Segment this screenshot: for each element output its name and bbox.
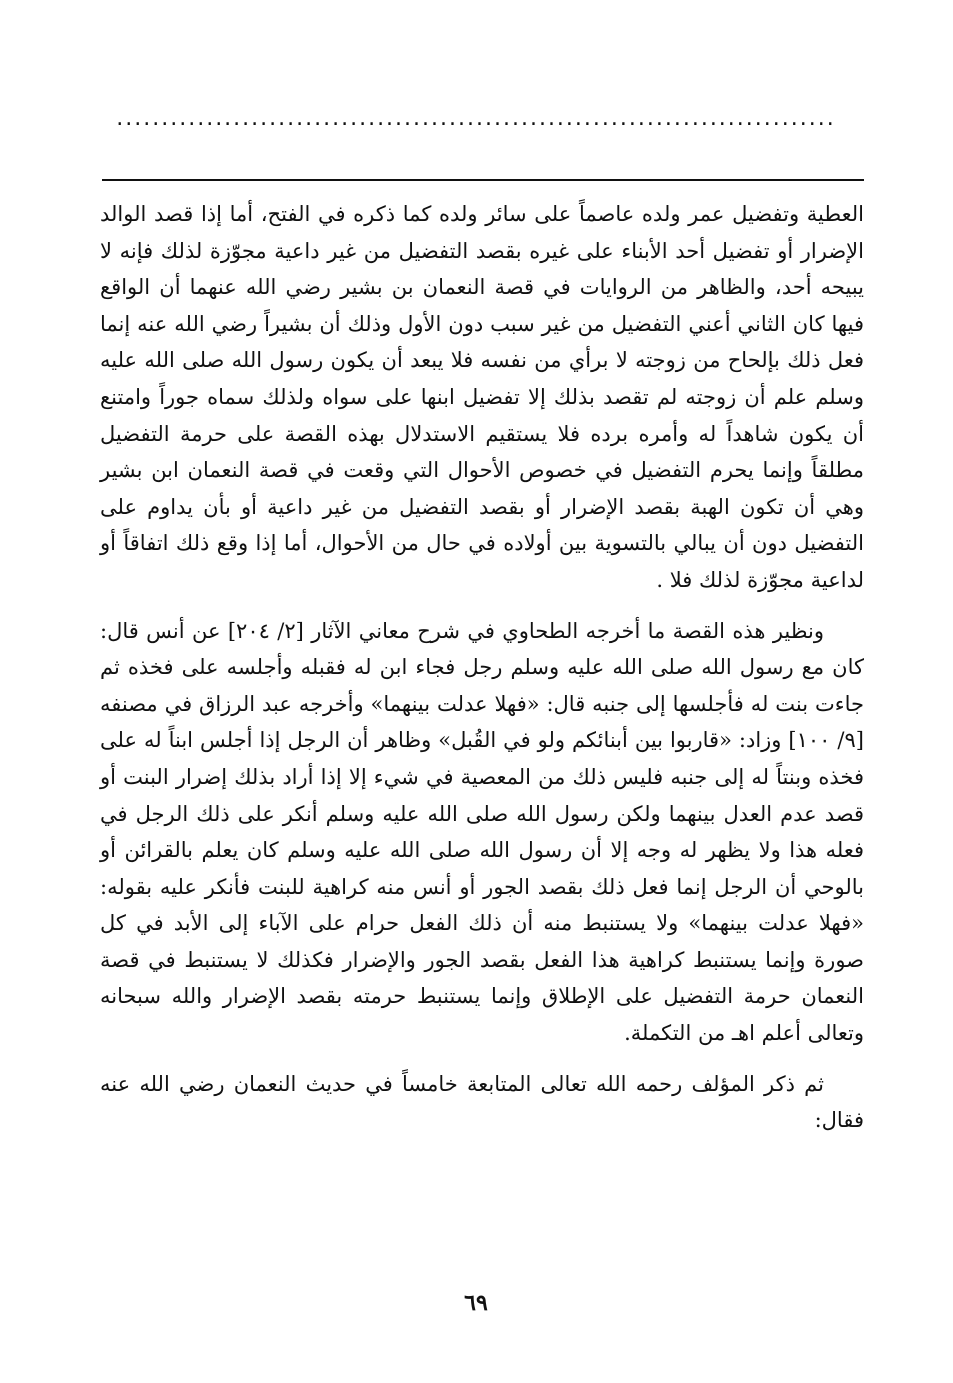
body-text: [100, 196, 864, 1139]
page-number: ٦٩: [464, 1290, 488, 1316]
dotted-separator: ................................................................................: [116, 106, 836, 131]
paragraph-1: العطية وتفضيل عمر ولده عاصماً على سائر ولده كما ذكره في الفتح، أما إذا قصد الوالد الإضرار أو تفضيل أحد الأبناء على غيره بقصد التفضيل من غير داعية مجوّزة لذلك فإنه لا يبيحه أحد، والظاهر من الروايات في قصة النعمان بن بشير رضي الله عنهما أن الواقع فيها كان الثاني أعني التفضيل من غير سبب دون الأول وذلك أن بشيراً رضي الله عنه إنما فعل ذلك بإلحاح من زوجته لا برأي من نفسه فلا يبعد أن يكون رسول الله صلى الله عليه وسلم علم أن زوجته لم تقصد بذلك إلا تفضيل ابنها على سواه ولذلك سماه جوراً وامتنع أن يكون شاهداً له وأمره برده فلا يستقيم الاستدلال بهذه القصة على حرمة التفضيل مطلقاً وإنما يحرم التفضيل في خصوص الأحوال التي وقعت في قصة النعمان ابن بشير وهي أن تكون الهبة بقصد الإضرار أو بقصد التفضيل من غير داعية أو بأن يداوم على التفضيل دون أن يبالي بالتسوية بين أولاده في حال من الأحوال، أما إذا وقع ذلك اتفاقاً أو لداعية مجوّزة لذلك فلا .: [100, 202, 864, 592]
paragraph-3: ثم ذكر المؤلف رحمه الله تعالى المتابعة خامساً في حديث النعمان رضي الله عنه فقال:: [100, 1071, 864, 1133]
paragraph-2: ونظير هذه القصة ما أخرجه الطحاوي في شرح معاني الآثار [٢/ ٢٠٤] عن أنس قال: كان مع رسول الله صلى الله عليه وسلم رجل فجاء ابن له فقبله وأجلسه على فخذه ثم جاءت بنت له فأجلسها إلى جنبه قال: «فهلا عدلت بينهما» وأخرجه عبد الرزاق في مصنفه [٩/ ١٠٠] وزاد: «قاربوا بين أبنائكم ولو في القُبل» وظاهر أن الرجل إذا أجلس ابناً له على فخذه وبنتاً له إلى جنبه فليس ذلك من المعصية في شيء إلا إذا أراد بذلك إضرار البنت أو قصد عدم العدل بينهما ولكن رسول الله صلى الله عليه وسلم أنكر على ذلك الرجل في فعله هذا ولا يظهر له وجه إلا أن رسول الله صلى الله عليه وسلم كان يعلم بالقرائن أو بالوحي أن الرجل إنما فعل ذلك بقصد الجور أو أنس منه كراهية للبنت فأنكر عليه بقوله: «فهلا عدلت بينهما» ولا يستنبط منه أن ذلك الفعل حرام على الآباء إلى الأبد في كل صورة وإنما يستنبط كراهية هذا الفعل بقصد الجور والإضرار فكذلك لا يستنبط في قصة النعمان حرمة التفضيل على الإطلاق وإنما يستنبط حرمته بقصد الإضرار والله سبحانه وتعالى أعلم اهـ من التكملة.: [100, 618, 864, 1046]
horizontal-rule: [102, 179, 864, 181]
